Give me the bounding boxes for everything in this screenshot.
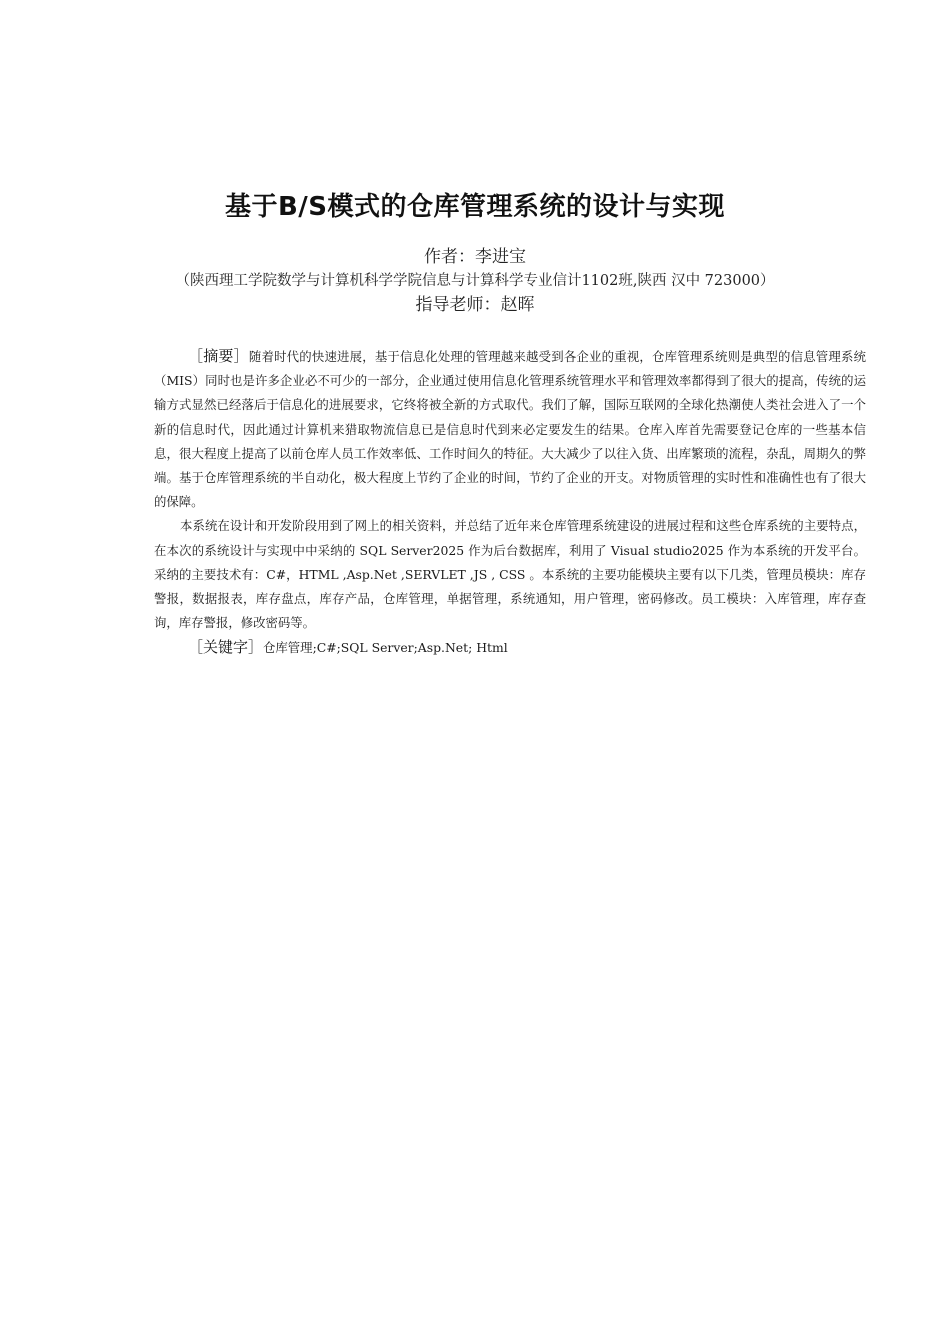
paper-title: 基于B/S模式的仓库管理系统的设计与实现 — [224, 192, 726, 222]
author-block — [0, 244, 950, 318]
keywords-line — [154, 635, 866, 660]
abstract-paragraph-2: 本系统在设计和开发阶段用到了网上的相关资料，并总结了近年来仓库管理系统建设的进展过程和这些仓库系统的主要特点，在本次的系统设计与实现中中采纳的 SQL Server2025 作为后台数据库，利用了 Visual studio2025 作为本系统的开发平台。采纳的主要技术有：C#，HTML ,Asp.Net ,SERVLET ,JS , CSS 。本系统的主要功能模块主要有以下几类，管理员模块：库存警报，数据报表，库存盘点，库存产品，仓库管理，单据管理，系统通知，用户管理，密码修改。员工模块：入库管理，库存查询，库存警报，修改密码等。 — [154, 518, 866, 631]
author-line: 作者：李进宝 — [424, 247, 526, 267]
abstract-paragraph-1 — [154, 344, 866, 514]
abstract-section — [154, 344, 866, 661]
abstract-label: ［摘要］ — [188, 347, 249, 365]
advisor-line: 指导老师：赵晖 — [415, 295, 535, 315]
keywords-label: ［关键字］ — [188, 638, 264, 657]
affiliation-line: （陕西理工学院数学与计算机科学学院信息与计算科学专业信计1102班,陕西 汉中 723000） — [175, 273, 775, 289]
abstract-text-1: 随着时代的快速进展，基于信息化处理的管理越来越受到各企业的重视，仓库管理系统则是典型的信息管理系统（MIS）同时也是许多企业必不可少的一部分，企业通过使用信息化管理系统管理水平和管理效率都得到了很大的提高，传统的运输方式显然已经落后于信息化的进展要求，它终将被全新的方式取代。我们了解，国际互联网的全球化热潮使人类社会进入了一个新的信息时代，因此通过计算机来猎取物流信息已是信息时代到来必定要发生的结果。仓库入库首先需要登记仓库的一些基本信息，很大程度上提高了以前仓库人员工作效率低、工作时间久的特征。大大减少了以往入货、出库繁琐的流程，杂乱，周期久的弊端。基于仓库管理系统的半自动化，极大程度上节约了企业的时间，节约了企业的开支。对物质管理的实时性和准确性也有了很大的保障。 — [154, 349, 866, 510]
keywords-text: 仓库管理;C#;SQL Server;Asp.Net; Html — [263, 640, 508, 656]
